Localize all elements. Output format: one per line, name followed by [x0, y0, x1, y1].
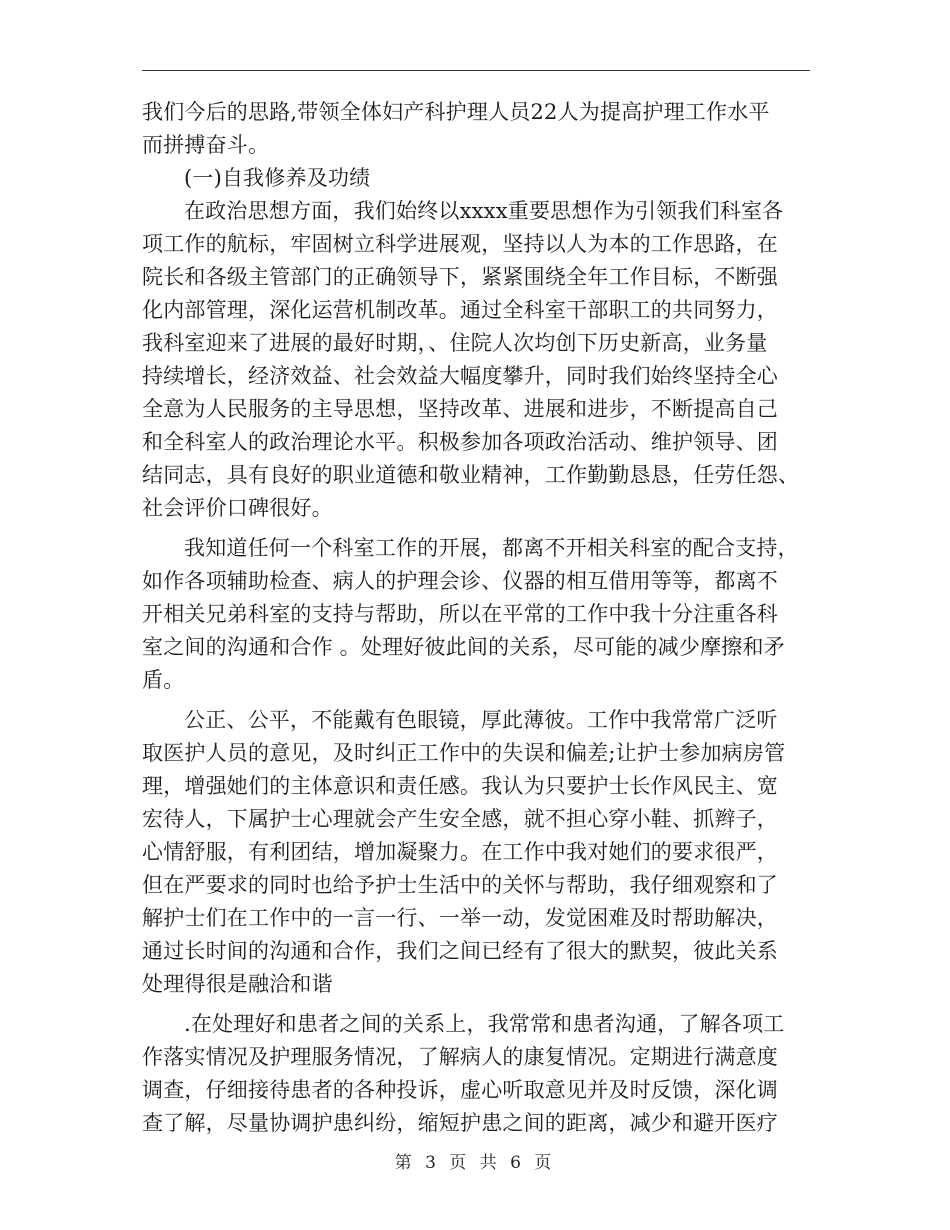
text-line: 在政治思想方面，我们始终以xxxx重要思想作为引领我们科室各: [184, 199, 784, 223]
paragraph-2: [142, 195, 814, 525]
text-line: 院长和各级主管部门的正确领导下，紧紧围绕全年工作目标，不断强: [142, 265, 778, 289]
text-line: 理，增强她们的主体意识和责任感。我认为只要护士长作风民主、宽: [142, 774, 778, 798]
text-line: 作落实情况及护理服务情况，了解病人的康复情况。定期进行满意度: [142, 1045, 778, 1069]
text-line: 我们今后的思路,带领全体妇产科护理人员22人为提高护理工作水平: [142, 100, 770, 124]
text-line: 持续增长，经济效益、社会效益大幅度攀升，同时我们始终坚持全心: [142, 364, 778, 388]
text-line: 如作各项辅助检查、病人的护理会诊、仪器的相互借用等等，都离不: [142, 569, 778, 593]
text-line: .在处理好和患者之间的关系上，我常常和患者沟通，了解各项工: [184, 1012, 785, 1036]
text-line: 查了解，尽量协调护患纠纷，缩短护患之间的距离，减少和避开医疗: [142, 1111, 778, 1135]
text-line: 公正、公平，不能戴有色眼镜，厚此薄彼。工作中我常常广泛听: [184, 708, 778, 732]
text-line: 而拼搏奋斗。: [142, 133, 270, 157]
header-rule: [142, 70, 810, 71]
text-line: 社会评价口碑很好。: [142, 496, 333, 520]
text-line: 开相关兄弟科室的支持与帮助，所以在平常的工作中我十分注重各科: [142, 602, 778, 626]
text-line: 项工作的航标，牢固树立科学进展观，坚持以人为本的工作思路，在: [142, 232, 778, 256]
text-line: 我科室迎来了进展的最好时期，、住院人次均创下历史新高，业务量: [142, 331, 768, 355]
text-line: 盾。: [142, 668, 185, 692]
paragraph-5: [142, 1008, 814, 1140]
section-heading-text: (一)自我修养及功绩: [184, 166, 371, 190]
text-line: 我知道任何一个科室工作的开展，都离不开相关科室的配合支持，: [184, 536, 799, 560]
document-body: [142, 96, 814, 1140]
section-heading: [142, 162, 814, 195]
text-line: 和全科室人的政治理论水平。积极参加各项政治活动、维护领导、团: [142, 430, 778, 454]
text-line: 宏待人，下属护士心理就会产生安全感，就不担心穿小鞋、抓辫子，: [142, 807, 778, 831]
text-line: 室之间的沟通和合作 。处理好彼此间的关系，尽可能的减少摩擦和矛: [142, 635, 785, 659]
text-line: 心情舒服，有利团结，增加凝聚力。在工作中我对她们的要求很严，: [142, 840, 778, 864]
text-line: 调查，仔细接待患者的各种投诉，虚心听取意见并及时反馈，深化调: [142, 1078, 778, 1102]
text-line: 解护士们在工作中的一言一行、一举一动，发觉困难及时帮助解决，: [142, 906, 778, 930]
page-footer: 第 3 页 共 6 页: [394, 1153, 556, 1173]
text-line: 处理得很是融洽和谐: [142, 972, 333, 996]
text-line: 化内部管理，深化运营机制改革。通过全科室干部职工的共同努力，: [142, 298, 778, 322]
text-line: 结同志，具有良好的职业道德和敬业精神，工作勤勤恳恳，任劳任怨、: [142, 463, 800, 487]
text-line: 全意为人民服务的主导思想，坚持改革、进展和进步，不断提高自己: [142, 397, 778, 421]
paragraph-0: [142, 96, 814, 162]
text-line: 但在严要求的同时也给予护士生活中的关怀与帮助，我仔细观察和了: [142, 873, 778, 897]
text-line: 通过长时间的沟通和合作，我们之间已经有了很大的默契，彼此关系: [142, 939, 778, 963]
text-line: 取医护人员的意见，及时纠正工作中的失误和偏差;让护士参加病房管: [142, 741, 786, 765]
paragraph-4: [142, 704, 814, 1001]
paragraph-3: [142, 532, 814, 697]
